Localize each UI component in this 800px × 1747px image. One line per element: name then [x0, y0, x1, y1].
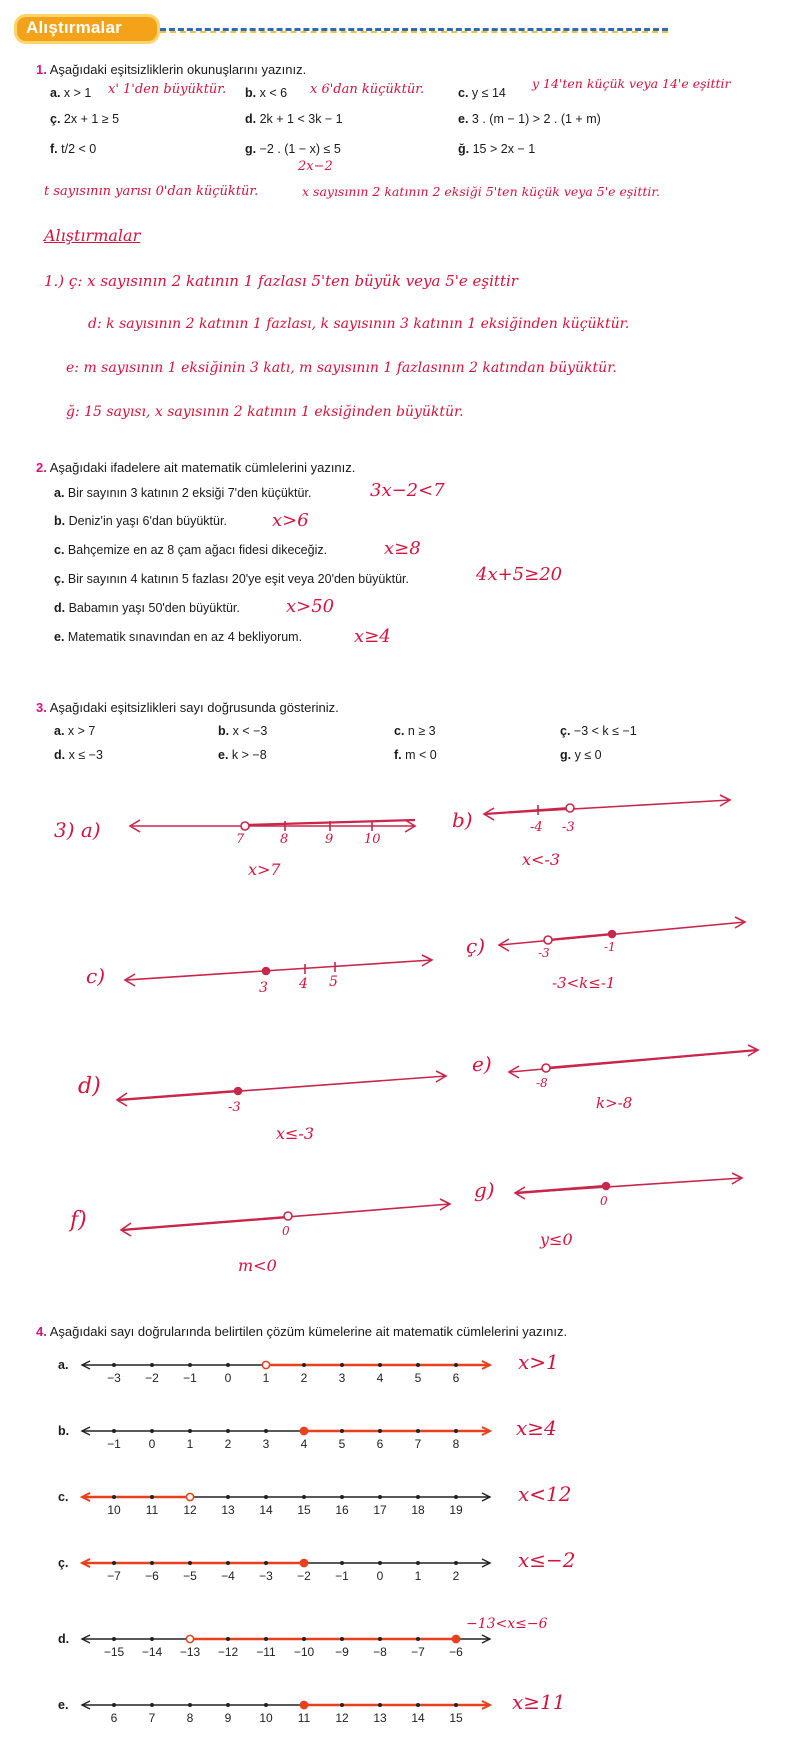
tick-dot [264, 1561, 268, 1565]
tick-label: 3 [262, 1437, 270, 1451]
tick-dot [416, 1561, 420, 1565]
arrow-right-icon [482, 1559, 490, 1567]
q3g-closed-dot [603, 1183, 610, 1190]
hw-q3-cc-label: ç) [466, 934, 486, 958]
tick-dot [340, 1637, 344, 1641]
q3e-open-dot [542, 1064, 550, 1072]
hw-answer-gg: ğ: 15 sayısı, x sayısının 2 katının 1 eksiğinden büyüktür. [66, 404, 464, 420]
tick-dot [150, 1429, 154, 1433]
q3g-arrow-right [732, 1173, 742, 1184]
question-prompt: Aşağıdaki sayı doğrularında belirtilen çözüm kümelerine ait matematik cümlelerini yazınız. [49, 1324, 568, 1339]
tick-dot [150, 1561, 154, 1565]
closed-endpoint [300, 1427, 307, 1434]
q3b-line [485, 800, 730, 814]
tick-dot [188, 1561, 192, 1565]
tick-dot [112, 1429, 116, 1433]
question-prompt: Aşağıdaki eşitsizliklerin okunuşlarını yazınız. [49, 62, 307, 77]
tick-dot [454, 1495, 458, 1499]
tick-dot [416, 1703, 420, 1707]
q3d-arrow-left [117, 1093, 127, 1106]
hw-q3-e-label: e) [472, 1052, 492, 1076]
arrow-left-icon [82, 1493, 90, 1501]
q1-item-g: g. −2 . (1 − x) ≤ 5 [245, 142, 341, 156]
hw-answer-d: d: k sayısının 2 katının 1 fazlası, k sayısının 3 katının 1 eksiğinden küçüktür. [88, 316, 630, 332]
tick-label: 1 [262, 1371, 270, 1385]
hw-q2-e: x≥4 [354, 626, 391, 647]
arrow-left-icon [82, 1559, 90, 1567]
arrow-right-icon [482, 1361, 490, 1369]
tick-label: −10 [293, 1645, 315, 1659]
q1-item-cc: ç. 2x + 1 ≥ 5 [50, 112, 120, 126]
q3cc-arrow-left [499, 939, 509, 951]
hw-answer-e: e: m sayısının 1 eksiğinin 3 katı, m sayısının 1 fazlasının 2 katından büyüktür. [66, 360, 617, 376]
tick-label: 10 [107, 1503, 121, 1517]
q3d-arrow-right [436, 1071, 446, 1082]
tick-label: 0 [376, 1569, 384, 1583]
tick-label: 8 [452, 1437, 460, 1451]
tick-label: 1 [414, 1569, 422, 1583]
hw-q3-g-label: g) [474, 1178, 495, 1202]
q4-line-cc-label: ç. [58, 1556, 69, 1570]
tick-dot [226, 1637, 230, 1641]
closed-endpoint [300, 1559, 307, 1566]
tick-label: 10 [259, 1711, 273, 1725]
hw-q3-e-answer: k>-8 [596, 1094, 633, 1112]
hw-q3-d-label: d) [78, 1074, 101, 1099]
q3f-arrow-left [121, 1223, 131, 1236]
hw-q3-d-answer: x≤-3 [276, 1124, 315, 1143]
tick-dot [378, 1637, 382, 1641]
hw-answer-c: y 14'ten küçük veya 14'e eşittir [532, 76, 731, 91]
tick-label: 6 [376, 1437, 384, 1451]
tick-dot [340, 1429, 344, 1433]
tick-label: −2 [297, 1569, 311, 1583]
tick-label: 4 [300, 1437, 308, 1451]
q3-item-c: c. n ≥ 3 [394, 724, 436, 738]
tick-label: −7 [411, 1645, 425, 1659]
tick-label: 18 [411, 1503, 425, 1517]
tick-label: 14 [411, 1711, 425, 1725]
hw-answer-b: x 6'dan küçüktür. [310, 82, 425, 97]
arrow-right-icon [482, 1427, 490, 1435]
tick-label: 11 [297, 1711, 311, 1725]
tick-dot [416, 1429, 420, 1433]
tick-label: 12 [183, 1503, 197, 1517]
hw-q3-b-answer: x<-3 [522, 850, 561, 869]
hw-heading: Alıştırmalar [44, 226, 141, 245]
hw-answer-f: t sayısının yarısı 0'dan küçüktür. [44, 184, 259, 199]
tick-dot [264, 1495, 268, 1499]
q1-item-b: b. x < 6 [245, 86, 288, 100]
tick-label: −9 [335, 1645, 349, 1659]
hw-q3-d-tick-0: -3 [228, 1100, 241, 1115]
tick-dot [378, 1429, 382, 1433]
q4-line-b-label: b. [58, 1424, 70, 1438]
hw-q3-a-tick-2: 9 [325, 832, 334, 847]
hw-q2-c: x≥8 [384, 538, 421, 559]
tick-label: 7 [414, 1437, 422, 1451]
q3c-line [126, 960, 432, 980]
q3d-line [118, 1076, 446, 1100]
closed-endpoint [452, 1635, 459, 1642]
tick-dot [112, 1637, 116, 1641]
q3d-solution [118, 1091, 238, 1100]
q4-line-a-label: a. [58, 1358, 69, 1372]
tick-dot [112, 1561, 116, 1565]
tick-dot [302, 1363, 306, 1367]
q3-item-g: g. y ≤ 0 [560, 748, 602, 762]
q2-item-d: d. Babamın yaşı 50'den büyüktür. [54, 601, 240, 615]
hw-q4-d: −13<x≤−6 [466, 1616, 548, 1632]
q4-line-c-label: c. [58, 1490, 69, 1504]
q3b-solution [485, 808, 570, 814]
q3-item-f: f. m < 0 [394, 748, 437, 762]
hw-q3-c-tick-2: 5 [329, 974, 338, 990]
tick-label: −15 [103, 1645, 125, 1659]
tick-dot [454, 1637, 458, 1641]
hw-q2-a: 3x−2<7 [370, 480, 445, 501]
q3b-open-dot [566, 804, 574, 812]
tick-label: 5 [414, 1371, 422, 1385]
question-prompt: Aşağıdaki ifadelere ait matematik cümlelerini yazınız. [49, 460, 356, 475]
tick-dot [302, 1637, 306, 1641]
hw-q3-f-label: f) [70, 1208, 87, 1233]
tick-dot [340, 1561, 344, 1565]
q4-line-d-label: d. [58, 1632, 70, 1646]
open-endpoint [186, 1635, 193, 1642]
question-4 [36, 1324, 567, 1339]
q3-item-cc: ç. −3 < k ≤ −1 [560, 724, 637, 738]
question-3 [36, 700, 339, 715]
hw-q3-a-answer: x>7 [248, 860, 281, 879]
q3-item-d: d. x ≤ −3 [54, 748, 103, 762]
arrow-right-icon [482, 1493, 490, 1501]
header-divider-accent [160, 31, 668, 33]
tick-dot [416, 1495, 420, 1499]
open-endpoint [186, 1493, 193, 1500]
tick-dot [416, 1637, 420, 1641]
hw-q3-g-tick-0: 0 [600, 1194, 608, 1208]
tick-dot [302, 1429, 306, 1433]
hw-q4-a: x>1 [518, 1350, 559, 1374]
open-endpoint [262, 1361, 269, 1368]
question-number: 3. [36, 700, 47, 715]
tick-dot [378, 1561, 382, 1565]
tick-dot [378, 1703, 382, 1707]
tick-dot [188, 1363, 192, 1367]
tick-dot [112, 1703, 116, 1707]
q3f-arrow-right [440, 1199, 450, 1210]
tick-label: 11 [145, 1503, 159, 1517]
tick-dot [340, 1363, 344, 1367]
tick-label: 0 [148, 1437, 156, 1451]
hw-answer-a: x' 1'den büyüktür. [108, 82, 227, 97]
tick-dot [112, 1363, 116, 1367]
q1-item-c: c. y ≤ 14 [458, 86, 506, 100]
tick-label: −1 [183, 1371, 197, 1385]
tick-dot [264, 1637, 268, 1641]
tick-dot [150, 1637, 154, 1641]
hw-q2-cc: 4x+5≥20 [476, 564, 563, 585]
hw-answer-g: x sayısının 2 katının 2 eksiği 5'ten küçük veya 5'e eşittir. [302, 184, 660, 199]
tick-label: −11 [256, 1645, 276, 1659]
hw-q3-cc-tick-0: -3 [538, 946, 550, 960]
tick-label: 1 [186, 1437, 194, 1451]
hw-q2-b: x>6 [272, 510, 309, 531]
tick-label: −8 [373, 1645, 387, 1659]
q3c-closed-dot [263, 968, 270, 975]
q3cc-closed-dot [609, 931, 616, 938]
hw-q3-f-answer: m<0 [238, 1256, 277, 1275]
q3c-arrow-left [125, 974, 135, 986]
tick-label: 9 [224, 1711, 232, 1725]
arrow-right-icon [482, 1701, 490, 1709]
q1-item-d: d. 2k + 1 < 3k − 1 [245, 112, 343, 126]
q3a-arrow-left [130, 820, 140, 832]
question-prompt: Aşağıdaki eşitsizlikleri sayı doğrusunda gösteriniz. [49, 700, 339, 715]
tick-label: 16 [335, 1503, 349, 1517]
tick-dot [112, 1495, 116, 1499]
tick-label: −7 [107, 1569, 121, 1583]
tick-label: −3 [107, 1371, 121, 1385]
tick-dot [340, 1495, 344, 1499]
hw-q3-c-tick-0: 3 [259, 980, 268, 996]
arrow-left-icon [82, 1493, 90, 1501]
q4-line-e-label: e. [58, 1698, 69, 1712]
tick-label: 2 [224, 1437, 232, 1451]
arrow-left-icon [82, 1361, 90, 1369]
q3-item-a: a. x > 7 [54, 724, 96, 738]
tick-label: 17 [373, 1503, 387, 1517]
q3g-solution [516, 1186, 606, 1193]
q2-item-a: a. Bir sayının 3 katının 2 eksiği 7'den küçüktür. [54, 486, 312, 500]
tick-dot [264, 1429, 268, 1433]
tick-label: −5 [183, 1569, 197, 1583]
q1-item-e: e. 3 . (m − 1) > 2 . (1 + m) [458, 112, 601, 126]
q2-item-cc: ç. Bir sayının 4 katının 5 fazlası 20'ye eşit veya 20'den büyüktür. [54, 572, 410, 586]
tick-dot [378, 1363, 382, 1367]
tick-label: 2 [300, 1371, 308, 1385]
q3cc-solution [548, 934, 612, 940]
q3b-arrow-right [720, 795, 730, 806]
tick-dot [454, 1429, 458, 1433]
tick-label: −13 [179, 1645, 201, 1659]
tick-label: 0 [224, 1371, 232, 1385]
tick-label: 2 [452, 1569, 460, 1583]
arrow-left-icon [82, 1701, 90, 1709]
hw-q3-a-tick-0: 7 [236, 832, 245, 847]
tick-label: 15 [297, 1503, 311, 1517]
question-2 [36, 460, 355, 475]
hw-q3-e-tick-0: -8 [536, 1076, 548, 1090]
tick-label: −6 [145, 1569, 159, 1583]
hw-q3-a-tick-1: 8 [280, 832, 289, 847]
q3b-arrow-left [484, 808, 494, 820]
tick-label: 7 [148, 1711, 156, 1725]
question-number: 2. [36, 460, 47, 475]
tick-dot [454, 1703, 458, 1707]
tick-label: 13 [373, 1711, 387, 1725]
tick-dot [340, 1703, 344, 1707]
q2-item-b: b. Deniz'in yaşı 6'dan büyüktür. [54, 514, 227, 528]
hw-q3-cc-answer: -3<k≤-1 [552, 974, 616, 992]
q3cc-arrow-right [735, 917, 745, 928]
tick-label: 6 [110, 1711, 118, 1725]
arrow-left-icon [82, 1635, 90, 1643]
q3f-open-dot [284, 1212, 292, 1220]
q3cc-line [500, 922, 745, 945]
question-number: 4. [36, 1324, 47, 1339]
hw-q3-cc-tick-1: -1 [604, 940, 616, 954]
tick-dot [226, 1703, 230, 1707]
tick-label: 13 [221, 1503, 235, 1517]
q3e-line [510, 1050, 758, 1072]
hw-q4-b: x≥4 [516, 1416, 557, 1440]
tick-dot [188, 1495, 192, 1499]
question-1 [36, 62, 306, 77]
tick-dot [188, 1637, 192, 1641]
tick-label: 5 [338, 1437, 346, 1451]
hw-q3-b-tick-0: -4 [530, 820, 543, 835]
tick-dot [150, 1703, 154, 1707]
tick-dot [454, 1561, 458, 1565]
tick-dot [188, 1429, 192, 1433]
q2-item-e: e. Matematik sınavından en az 4 bekliyorum. [54, 630, 303, 644]
tick-label: −14 [141, 1645, 163, 1659]
tick-label: −2 [145, 1371, 159, 1385]
q3g-arrow-left [515, 1187, 525, 1199]
hw-note-g: 2x−2 [298, 159, 333, 174]
tick-label: −3 [259, 1569, 273, 1583]
arrow-left-icon [82, 1559, 90, 1567]
tick-dot [150, 1363, 154, 1367]
tick-dot [188, 1703, 192, 1707]
hw-q3-g-answer: y≤0 [540, 1230, 573, 1249]
tick-label: 12 [335, 1711, 349, 1725]
tick-dot [264, 1363, 268, 1367]
q3e-solution [546, 1050, 758, 1068]
q3-item-e: e. k > −8 [218, 748, 267, 762]
arrow-right-icon [482, 1635, 490, 1643]
tick-dot [226, 1495, 230, 1499]
q3a-arrow-right [405, 820, 415, 832]
hw-answer-cc: 1.) ç: x sayısının 2 katının 1 fazlası 5'ten büyük veya 5'e eşittir [44, 272, 518, 290]
hw-q3-a-label: 3) a) [54, 818, 101, 842]
tick-label: 19 [449, 1503, 463, 1517]
tick-dot [416, 1363, 420, 1367]
tick-label: −4 [221, 1569, 235, 1583]
tick-dot [454, 1363, 458, 1367]
hw-q4-e: x≥11 [512, 1690, 566, 1714]
closed-endpoint [300, 1701, 307, 1708]
q3-item-b: b. x < −3 [218, 724, 268, 738]
q3a-open-dot [241, 822, 249, 830]
q3f-solution [122, 1217, 288, 1230]
q3e-arrow-right [748, 1045, 758, 1056]
tick-label: −1 [335, 1569, 349, 1583]
hw-q3-b-tick-1: -3 [562, 820, 575, 835]
hw-q3-a-tick-3: 10 [364, 832, 381, 847]
tick-label: 14 [259, 1503, 273, 1517]
tick-label: 8 [186, 1711, 194, 1725]
hw-q3-f-tick-0: 0 [282, 1224, 290, 1238]
tick-label: −6 [449, 1645, 463, 1659]
tick-label: −1 [107, 1437, 121, 1451]
tick-dot [226, 1561, 230, 1565]
tick-dot [302, 1495, 306, 1499]
tick-label: 3 [338, 1371, 346, 1385]
arrow-left-icon [82, 1427, 90, 1435]
tick-label: 4 [376, 1371, 384, 1385]
hw-q2-d: x>50 [286, 596, 335, 617]
q2-item-c: c. Bahçemize en az 8 çam ağacı fidesi dikeceğiz. [54, 543, 328, 557]
tick-label: −12 [217, 1645, 239, 1659]
q3g-line [516, 1178, 742, 1193]
q1-item-f: f. t/2 < 0 [50, 142, 97, 156]
tick-dot [226, 1429, 230, 1433]
question-number: 1. [36, 62, 47, 77]
tick-dot [378, 1495, 382, 1499]
tick-label: 6 [452, 1371, 460, 1385]
hw-q3-b-label: b) [452, 808, 473, 832]
q1-item-a: a. x > 1 [50, 86, 92, 100]
section-title: Alıştırmalar [26, 18, 122, 37]
tick-dot [226, 1363, 230, 1367]
tick-dot [264, 1703, 268, 1707]
q3d-closed-dot [235, 1088, 242, 1095]
tick-dot [302, 1561, 306, 1565]
q3e-arrow-left [509, 1066, 519, 1078]
tick-dot [150, 1495, 154, 1499]
q3cc-open-dot [544, 936, 552, 944]
hw-q3-c-tick-1: 4 [299, 976, 308, 992]
tick-dot [302, 1703, 306, 1707]
hw-q3-c-label: c) [86, 964, 106, 988]
q3c-arrow-right [422, 955, 432, 966]
hw-q4-cc: x≤−2 [518, 1548, 576, 1572]
q1-item-gg: ğ. 15 > 2x − 1 [458, 142, 536, 156]
hw-q4-c: x<12 [518, 1482, 572, 1506]
tick-label: 15 [449, 1711, 463, 1725]
q3a-solution [245, 820, 415, 825]
